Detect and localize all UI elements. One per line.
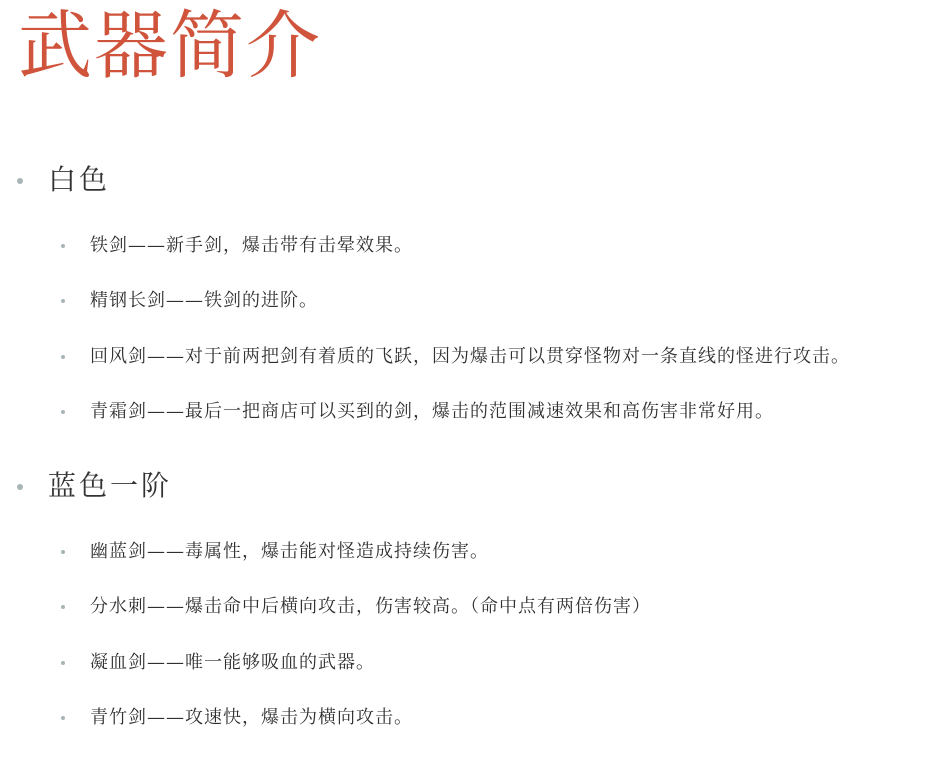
bullet-icon — [61, 716, 65, 720]
list-item: 幽蓝剑——毒属性，爆击能对怪造成持续伤害。 — [90, 541, 489, 562]
bullet-icon — [61, 244, 65, 248]
list-item: 铁剑——新手剑，爆击带有击晕效果。 — [90, 235, 413, 256]
bullet-icon — [61, 550, 65, 554]
bullet-icon — [17, 484, 23, 490]
bullet-icon — [61, 299, 65, 303]
list-item: 青霜剑——最后一把商店可以买到的剑，爆击的范围减速效果和高伤害非常好用。 — [90, 401, 774, 422]
list-item: 精钢长剑——铁剑的进阶。 — [90, 290, 318, 311]
bullet-icon — [61, 410, 65, 414]
page-title: 武器简介 — [18, 3, 322, 89]
list-item: 分水刺——爆击命中后横向攻击，伤害较高。（命中点有两倍伤害） — [90, 596, 651, 617]
bullet-icon — [61, 355, 65, 359]
section-label: 白色 — [48, 163, 111, 196]
list-item: 凝血剑——唯一能够吸血的武器。 — [90, 652, 375, 673]
bullet-icon — [17, 178, 23, 184]
bullet-icon — [61, 661, 65, 665]
list-item: 青竹剑——攻速快，爆击为横向攻击。 — [90, 707, 413, 728]
section-label: 蓝色一阶 — [48, 469, 173, 502]
bullet-icon — [61, 605, 65, 609]
list-item: 回风剑——对于前两把剑有着质的飞跃，因为爆击可以贯穿怪物对一条直线的怪进行攻击。 — [90, 346, 850, 367]
